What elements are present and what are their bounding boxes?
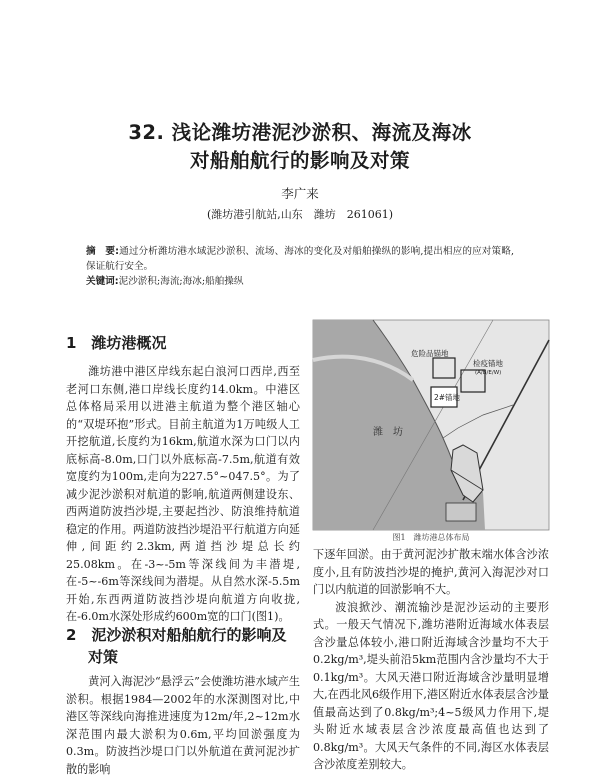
- section-1-paragraph: 潍坊港中港区岸线东起白浪河口西岸,西至老河口东侧,港口岸线长度约14.0km。中港区总体格局采用以进港主航道为整个港区轴心的“双堤环抱”形式。目前主航道为1万吨级人工开挖航道,长度约为16km,航道水深为口门以内底标高-8.0m,口门以外底标高-7.5m,航道有效宽度约为100m,走向为227.5°~047.5°。为了减少泥沙淤积对航道的影响,航道两侧建设东、西两道防波挡沙堤,主要起挡沙、防浪维持航道稳定的作用。两道防波挡沙堤沿平行航道方向延伸,间距约2.3km,两道挡沙堤总长约25.08km。在-3~-5m等深线间为丰潜堤,在-5~-6m等深线间为潜堤。从自然水深-5.5m开始,东西两道防波挡沙堤向航道方向收拢,在-6.0m水深处形成约600m宽的口门(图1)。: [66, 365, 300, 623]
- map-label-city: 潍 坊: [373, 427, 403, 438]
- map-label-quarantine-sub: (A/B/E/W): [475, 370, 502, 376]
- section-2-heading-line-1: 2 泥沙淤积对船舶航行的影响及: [66, 626, 287, 644]
- figure-1-port-layout-map: [313, 320, 549, 530]
- right-column-paragraph-2: 波浪掀沙、潮流输沙是泥沙运动的主要形式。一般天气情况下,潍坊港附近海域水体表层含沙量总体较小,港口附近海域含沙量均不大于0.2kg/m³,堤头前沿5km范围内含沙量均不大于0.1kg/m³。大风天港口附近海域含沙量明显增大,在西北风6级作用下,港区附近水体表层含沙量值最高达到了0.8kg/m³;4~5级风力作用下,堤头附近水域表层含沙浓度最高值也达到了0.8kg/m³。大风天气条件的不同,海区水体表层含沙浓度差别较大。: [313, 600, 549, 771]
- keywords-label: 关键词:: [86, 276, 119, 287]
- map-label-quarantine-anchorage: 检疫锚地: [473, 359, 503, 368]
- paper-title-line-2: 对船舶航行的影响及对策: [189, 149, 410, 172]
- map-port-area: [446, 503, 476, 521]
- section-1-body: [66, 363, 300, 626]
- section-2-heading: [66, 624, 300, 668]
- section-2-heading-line-2: 对策: [88, 648, 119, 666]
- section-2-paragraph: 黄河入海泥沙“悬浮云”会使潍坊港水域产生淤积。根据1984—2002年的水深测图对比,中港区等深线向海推进速度为12m/年,2~12m水深范围内最大淤积为0.6m,平均回淤强度为0.3m。防波挡沙堤口门以外航道在黄河泥沙扩散的影响: [66, 675, 300, 776]
- map-label-anchorage-2: 2#锚地: [434, 393, 461, 402]
- paper-title-line-1: 32. 浅论潍坊港泥沙淤积、海流及海冰: [128, 121, 472, 144]
- author-name: 李广来: [281, 186, 319, 201]
- abstract-block: [86, 244, 514, 289]
- abstract-body: 通过分析潍坊港水域泥沙淤积、流场、海冰的变化及对船舶操纵的影响,提出相应的应对策略,保证航行安全。: [86, 246, 514, 272]
- keywords-list: 泥沙淤积;海流;海冰;船舶操纵: [118, 276, 244, 287]
- section-2-body: [66, 673, 300, 776]
- abstract-text: [86, 244, 514, 274]
- figure-1-caption: 图1 潍坊港总体布局: [392, 533, 470, 542]
- right-column-paragraph-1: 下逐年回淤。由于黄河泥沙扩散末端水体含沙浓度小,且有防波挡沙堤的掩护,黄河入海泥沙对口门以内航道的回淤影响不大。: [313, 548, 549, 596]
- right-column-body: [313, 546, 549, 771]
- section-1-heading: 1 潍坊港概况: [66, 334, 167, 352]
- abstract-label: 摘 要:: [86, 246, 119, 257]
- map-label-danger-anchorage: 危险品锚地: [411, 349, 449, 358]
- keywords-line: [86, 274, 514, 289]
- author-affiliation: (潍坊港引航站,山东 潍坊 261061): [206, 208, 394, 221]
